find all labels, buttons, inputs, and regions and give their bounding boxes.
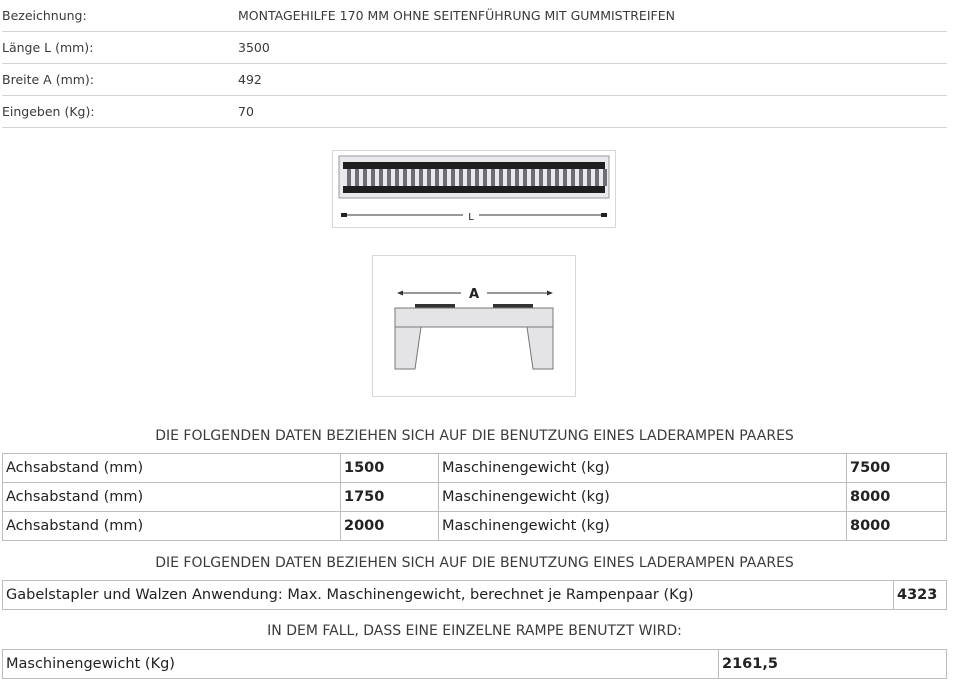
spec-label: Eingeben (Kg):: [2, 96, 238, 128]
roller: [563, 169, 567, 186]
table-row: [3, 650, 947, 679]
roller: [523, 169, 527, 186]
spec-row-breite: [2, 64, 947, 96]
single-weight-value: 2161,5: [719, 650, 947, 679]
roller: [579, 169, 583, 186]
forklift-table: [2, 580, 947, 610]
spec-value: 70: [238, 96, 947, 128]
roller: [355, 169, 359, 186]
roller: [595, 169, 599, 186]
roller: [467, 169, 471, 186]
roller: [491, 169, 495, 186]
roller: [395, 169, 399, 186]
heading-pair-data-2: DIE FOLGENDEN DATEN BEZIEHEN SICH AUF DIE BENUTZUNG EINES LADERAMPEN PAARES: [155, 555, 794, 571]
heading-pair-data: DIE FOLGENDEN DATEN BEZIEHEN SICH AUF DIE BENUTZUNG EINES LADERAMPEN PAARES: [155, 428, 794, 444]
roller: [499, 169, 503, 186]
ramp-top-view-drawing: [333, 151, 615, 227]
roller: [379, 169, 383, 186]
axle-label: Achsabstand (mm): [3, 454, 341, 483]
forklift-label: Gabelstapler und Walzen Anwendung: Max. Maschinengewicht, berechnet je Rampenpaar (Kg): [3, 581, 894, 610]
roller: [363, 169, 367, 186]
roller: [387, 169, 391, 186]
spec-value: 492: [238, 64, 947, 96]
roller: [459, 169, 463, 186]
roller: [427, 169, 431, 186]
forklift-value: 4323: [894, 581, 947, 610]
roller: [531, 169, 535, 186]
roller: [483, 169, 487, 186]
ramp-side-view-drawing: [373, 256, 575, 396]
roller: [347, 169, 351, 186]
roller: [571, 169, 575, 186]
spec-label: Breite A (mm):: [2, 64, 238, 96]
table-row: [3, 454, 947, 483]
spec-table: [2, 0, 947, 128]
weight-label: Maschinengewicht (kg): [439, 512, 847, 541]
roller: [411, 169, 415, 186]
axle-value: 1500: [341, 454, 439, 483]
axle-value: 1750: [341, 483, 439, 512]
weight-label: Maschinengewicht (kg): [439, 454, 847, 483]
roller: [475, 169, 479, 186]
roller: [451, 169, 455, 186]
axle-table: [2, 453, 947, 541]
roller: [547, 169, 551, 186]
heading-single-ramp: IN DEM FALL, DASS EINE EINZELNE RAMPE BENUTZT WIRD:: [267, 623, 682, 639]
length-label: L: [468, 212, 474, 223]
spec-value: 3500: [238, 32, 947, 64]
roller: [371, 169, 375, 186]
axle-label: Achsabstand (mm): [3, 483, 341, 512]
table-row: [3, 512, 947, 541]
table-row: [3, 581, 947, 610]
roller: [587, 169, 591, 186]
roller: [539, 169, 543, 186]
spec-row-gewicht: [2, 96, 947, 128]
table-row: [3, 483, 947, 512]
single-weight-label: Maschinengewicht (Kg): [3, 650, 719, 679]
spec-value: MONTAGEHILFE 170 MM OHNE SEITENFÜHRUNG MIT GUMMISTREIFEN: [238, 0, 947, 32]
weight-label: Maschinengewicht (kg): [439, 483, 847, 512]
spec-row-bezeichnung: [2, 0, 947, 32]
axle-label: Achsabstand (mm): [3, 512, 341, 541]
spec-label: Bezeichnung:: [2, 0, 238, 32]
roller: [603, 169, 607, 186]
roller: [419, 169, 423, 186]
ramp-side-view-image: [372, 255, 576, 397]
roller: [443, 169, 447, 186]
weight-value: 7500: [847, 454, 947, 483]
spec-row-laenge: [2, 32, 947, 64]
axle-value: 2000: [341, 512, 439, 541]
roller: [435, 169, 439, 186]
spec-label: Länge L (mm):: [2, 32, 238, 64]
weight-value: 8000: [847, 512, 947, 541]
roller: [515, 169, 519, 186]
width-label: A: [468, 287, 480, 302]
roller: [403, 169, 407, 186]
ramp-top-view-image: [332, 150, 616, 228]
weight-value: 8000: [847, 483, 947, 512]
roller: [507, 169, 511, 186]
roller: [555, 169, 559, 186]
single-ramp-table: [2, 649, 947, 679]
